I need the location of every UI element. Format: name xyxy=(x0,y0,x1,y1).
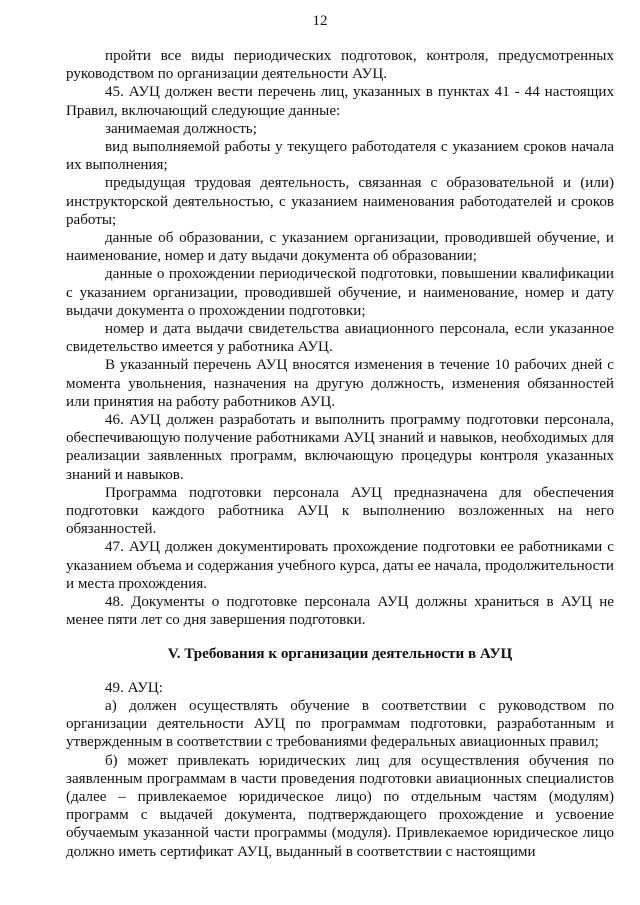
paragraph: 48. Документы о подготовке персонала АУЦ должны храниться в АУЦ не менее пяти лет со дня завершения подготовки. xyxy=(66,594,614,629)
paragraph: 45. АУЦ должен вести перечень лиц, указанных в пунктах 41 - 44 настоящих Правил, включающий следующие данные: xyxy=(66,84,614,119)
paragraph: Программа подготовки персонала АУЦ предназначена для обеспечения подготовки каждого работника АУЦ к выполнению возложенных на него обязанностей. xyxy=(66,484,614,538)
paragraphs-after xyxy=(66,679,614,861)
paragraph: б) может привлекать юридических лиц для осуществления обучения по заявленным программам в части проведения подготовки авиационных специалистов (далее – привлекаемое юридическое лицо) по отдельным частям (модулям) программ с выдачей документа, подтверждающего прохождение и усвоение обучаемым указанной части программы (модуля). Привлекаемое юридическое лицо должно иметь сертификат АУЦ, выданный в соответствии с настоящими xyxy=(66,752,614,860)
paragraph: занимаемая должность; xyxy=(105,120,257,137)
section-heading: V. Требования к организации деятельности в АУЦ xyxy=(167,645,513,662)
paragraph: пройти все виды периодических подготовок, контроля, предусмотренных руководством по организации деятельности АУЦ. xyxy=(66,48,614,83)
paragraph: 47. АУЦ должен документировать прохождение подготовки ее работниками с указанием объема и содержания учебного курса, даты ее начала, продолжительности и места прохождения. xyxy=(66,539,614,592)
paragraph: номер и дата выдачи свидетельства авиационного персонала, если указанное свидетельство имеется у работника АУЦ. xyxy=(66,321,614,356)
paragraph: вид выполняемой работы у текущего работодателя с указанием сроков начала их выполнения; xyxy=(66,139,614,174)
paragraph: 46. АУЦ должен разработать и выполнить программу подготовки персонала, обеспечивающую получение работниками АУЦ знаний и навыков, необходимых для реализации заявленных программ, включающую процедуры контроля указанных знаний и навыков. xyxy=(66,412,614,483)
paragraph: В указанный перечень АУЦ вносятся изменения в течение 10 рабочих дней с момента увольнения, назначения на другую должность, изменения обязанностей или принятия на работу работников АУЦ. xyxy=(66,357,614,410)
document-body xyxy=(66,47,614,861)
paragraph: предыдущая трудовая деятельность, связанная с образовательной и (или) инструкторской деятельностью, с указанием наименования работодателей и сроков работы; xyxy=(66,175,614,228)
paragraph: а) должен осуществлять обучение в соответствии с руководством по организации деятельности АУЦ по программам подготовки, разработанным и утвержденным в соответствии с требованиями федеральных авиационных правил; xyxy=(66,697,614,751)
page-number: 12 xyxy=(312,13,328,29)
paragraph: данные о прохождении периодической подготовки, повышении квалификации с указанием организации, проводившей обучение, и наименование, номер и дату выдачи документа о прохождении подготовки; xyxy=(66,266,614,319)
paragraph: данные об образовании, с указанием организации, проводившей обучение, и наименование, номер и дату выдачи документа об образовании; xyxy=(66,230,614,265)
paragraphs-before xyxy=(66,47,614,630)
paragraph: 49. АУЦ: xyxy=(105,679,163,696)
